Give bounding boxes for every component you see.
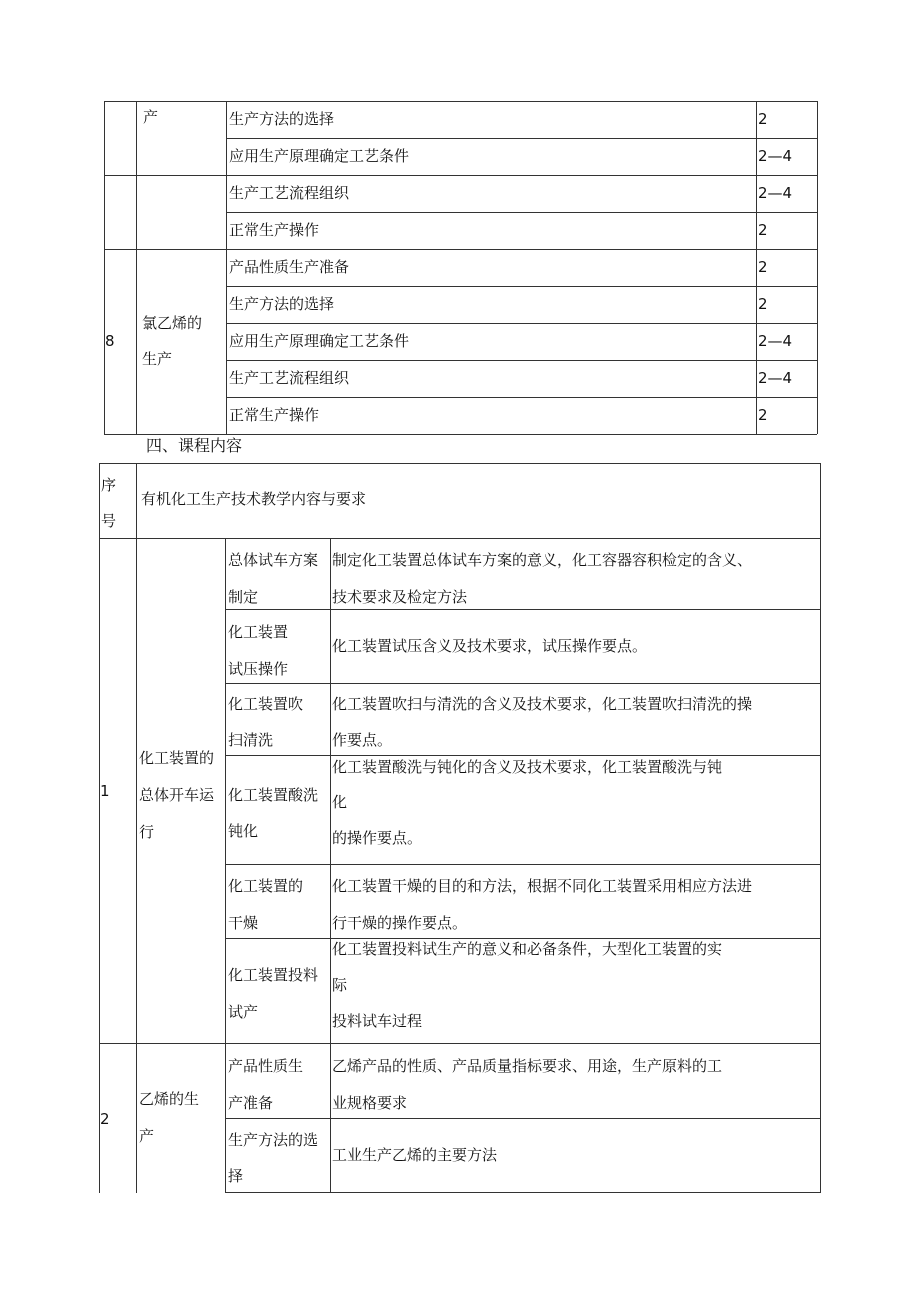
- item-text: 生产工艺流程组织: [229, 369, 350, 387]
- table-rule: [225, 864, 820, 865]
- table-rule: [104, 101, 817, 102]
- table-rule: [104, 101, 105, 434]
- item-text: 生产方法的选择: [229, 295, 335, 313]
- table-rule: [99, 1043, 820, 1044]
- item-text: 生产方法的选择: [229, 110, 335, 128]
- table-rule: [226, 101, 227, 434]
- hours-value: 2: [758, 221, 768, 239]
- topic-text: 择: [228, 1167, 244, 1185]
- content-text: 投料试车过程: [332, 1012, 423, 1030]
- group-number: 1: [100, 782, 110, 800]
- group-name: 乙烯的生: [139, 1090, 200, 1108]
- header-number: 号: [101, 512, 117, 530]
- topic-text: 钝化: [228, 822, 259, 840]
- table-rule: [136, 538, 137, 1193]
- topic-text: 化工装置投料: [228, 966, 319, 984]
- topic-text: 化工装置吹: [228, 695, 304, 713]
- header-title: 有机化工生产技术教学内容与要求: [141, 490, 367, 508]
- group-name: 化工装置的: [139, 749, 215, 767]
- group-number: 8: [105, 332, 115, 350]
- hours-value: 2: [758, 110, 768, 128]
- table-rule: [225, 683, 820, 684]
- content-text: 行干燥的操作要点。: [332, 914, 468, 932]
- group-name: 氯乙烯的: [142, 314, 203, 332]
- table-rule: [330, 538, 331, 1193]
- content-text: 业规格要求: [332, 1094, 408, 1112]
- hours-value: 2: [758, 295, 768, 313]
- topic-text: 产品性质生: [228, 1057, 304, 1075]
- group-name: 产: [139, 1127, 155, 1145]
- group-name: 总体开车运: [139, 786, 215, 804]
- topic-text: 化工装置的: [228, 877, 304, 895]
- item-text: 应用生产原理确定工艺条件: [229, 332, 410, 350]
- item-text: 正常生产操作: [229, 221, 320, 239]
- group-number: 2: [100, 1110, 110, 1128]
- topic-text: 试产: [228, 1003, 259, 1021]
- topic-text: 试压操作: [228, 660, 289, 678]
- table-rule: [136, 463, 137, 539]
- item-text: 产品性质生产准备: [229, 258, 350, 276]
- table-rule: [225, 1118, 820, 1119]
- table-rule: [225, 609, 820, 610]
- hours-value: 2—4: [758, 184, 793, 202]
- group-name: 行: [139, 823, 155, 841]
- table-rule: [104, 249, 817, 250]
- content-text: 化工装置投料试生产的意义和必备条件，大型化工装置的实: [332, 940, 723, 958]
- table-rule: [817, 101, 818, 434]
- table-rule: [756, 101, 757, 434]
- table-rule: [99, 463, 100, 1193]
- table-rule: [99, 463, 820, 464]
- content-text: 的操作要点。: [332, 829, 423, 847]
- topic-text: 制定: [228, 588, 259, 606]
- table-rule: [225, 538, 226, 1193]
- content-text: 制定化工装置总体试车方案的意义，化工容器容积检定的含义、: [332, 551, 753, 569]
- topic-text: 化工装置: [228, 623, 289, 641]
- table-rule: [104, 175, 817, 176]
- content-text: 化: [332, 793, 348, 811]
- hours-value: 2: [758, 258, 768, 276]
- table-rule: [820, 463, 821, 1193]
- table-rule: [136, 101, 137, 434]
- topic-text: 化工装置酸洗: [228, 786, 319, 804]
- hours-value: 2—4: [758, 332, 793, 350]
- content-text: 化工装置试压含义及技术要求，试压操作要点。: [332, 637, 648, 655]
- topic-text: 干燥: [228, 914, 259, 932]
- content-text: 化工装置干燥的目的和方法，根据不同化工装置采用相应方法进: [332, 877, 753, 895]
- content-text: 际: [332, 976, 348, 994]
- content-text: 技术要求及检定方法: [332, 588, 468, 606]
- content-text: 化工装置酸洗与钝化的含义及技术要求，化工装置酸洗与钝: [332, 758, 723, 776]
- section-heading: 四、课程内容: [146, 436, 243, 455]
- topic-text: 生产方法的选: [228, 1131, 319, 1149]
- table-rule: [225, 1192, 820, 1193]
- topic-text: 产准备: [228, 1094, 274, 1112]
- content-text: 化工装置吹扫与清洗的含义及技术要求，化工装置吹扫清洗的操: [332, 695, 753, 713]
- item-text: 正常生产操作: [229, 406, 320, 424]
- group-name: 生产: [142, 350, 173, 368]
- content-text: 乙烯产品的性质、产品质量指标要求、用途，生产原料的工: [332, 1057, 723, 1075]
- group-name: 产: [143, 108, 159, 126]
- topic-text: 扫清洗: [228, 731, 274, 749]
- item-text: 生产工艺流程组织: [229, 184, 350, 202]
- table-rule: [99, 538, 820, 539]
- item-text: 应用生产原理确定工艺条件: [229, 147, 410, 165]
- hours-value: 2—4: [758, 369, 793, 387]
- content-text: 作要点。: [332, 731, 393, 749]
- content-text: 工业生产乙烯的主要方法: [332, 1146, 498, 1164]
- topic-text: 总体试车方案: [228, 551, 319, 569]
- hours-value: 2—4: [758, 147, 793, 165]
- header-number: 序: [101, 476, 117, 494]
- hours-value: 2: [758, 406, 768, 424]
